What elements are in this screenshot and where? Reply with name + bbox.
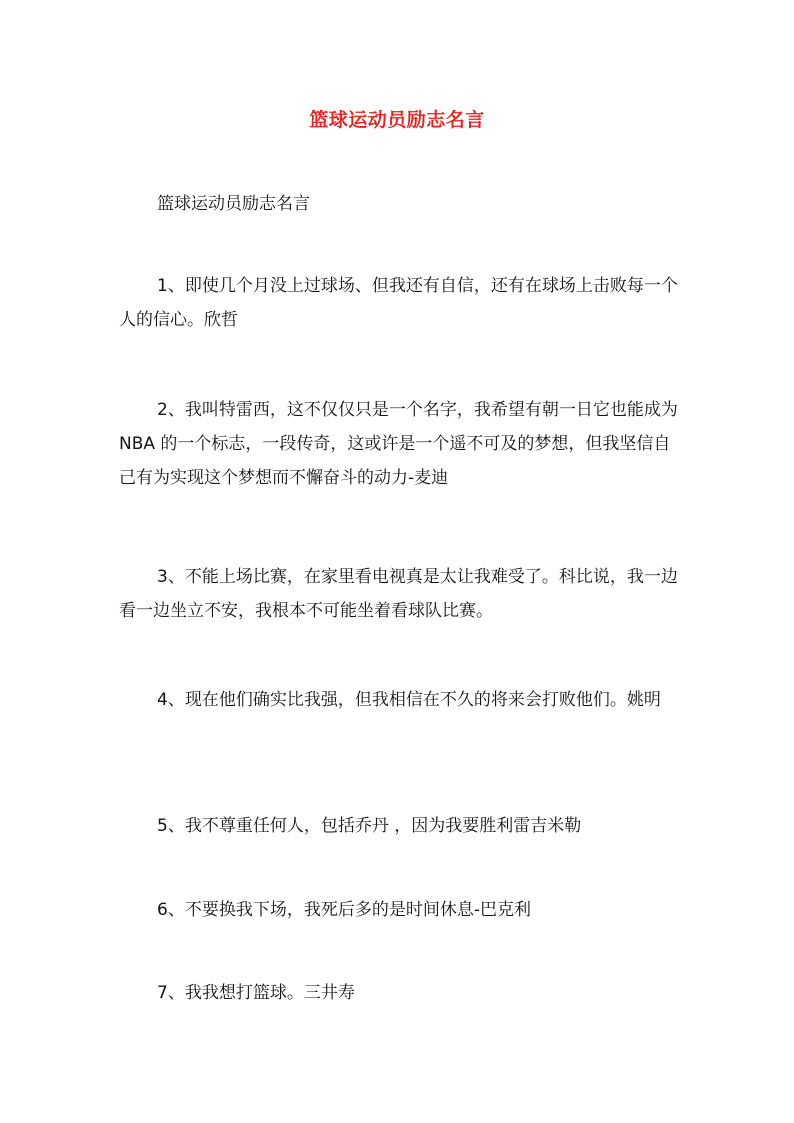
quote-paragraph-4: 4、现在他们确实比我强，但我相信在不久的将来会打败他们。姚明	[157, 690, 661, 710]
document-title: 篮球运动员励志名言	[309, 109, 485, 131]
quote-paragraph-6: 6、不要换我下场，我死后多的是时间休息-巴克利	[157, 900, 531, 920]
quote-paragraph-3: 3、不能上场比赛，在家里看电视真是太让我难受了。科比说，我一边看一边坐立不安，我根本不可能坐着看球队比赛。	[119, 567, 678, 621]
quote-paragraph-5: 5、我不尊重任何人，包括乔丹 ，因为我要胜利雷吉米勒	[157, 816, 582, 836]
quote-paragraph-2: 2、我叫特雷西，这不仅仅只是一个名字，我希望有朝一日它也能成为 NBA 的一个标志，一段传奇，这或许是一个遥不可及的梦想，但我坚信自己有为实现这个梦想而不懈奋斗的动力-麦迪	[119, 400, 678, 488]
subtitle-paragraph: 篮球运动员励志名言	[157, 194, 310, 214]
quote-paragraph-1: 1、即使几个月没上过球场、但我还有自信，还有在球场上击败每一个人的信心。欣哲	[119, 276, 678, 330]
quote-paragraph-7: 7、我我想打篮球。三井寿	[157, 983, 355, 1003]
